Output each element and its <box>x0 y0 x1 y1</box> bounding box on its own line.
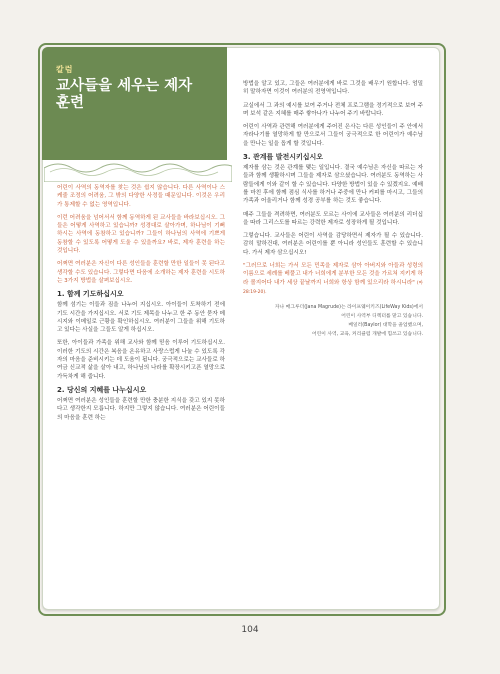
paragraph: 또한, 아이들과 가족을 위해 교사와 함께 믿음 이루어 기도하십시오. 이러한 기도의 시간은 복음을 온유하고 사랑스럽게 나눌 수 있도록 각자의 마음을 준비시키는 데 도움이 됩니다. 궁극적으로는 교사들로 하여금 신교적 삶을 살아 내고, 하나님의 나라를 확장시키고픈 열망으로 가득차게 해 줍니다. <box>57 340 225 380</box>
intro-paragraph: 어린이 사역의 동역자를 찾는 것은 쉽지 않습니다. 다른 사역이나 스케줄 조정의 어려움, 그 밖의 다양한 사정들 때문입니다. 이것은 우리가 통제할 수 없는 영역입니다. <box>57 185 225 208</box>
section-heading-relationships: 3. 관계를 발전시키십시오 <box>243 153 324 162</box>
right-text-column <box>243 80 423 339</box>
page-number: 104 <box>241 625 259 635</box>
section-heading-pray: 1. 함께 기도하십시오 <box>57 290 124 299</box>
paragraph: 어쩌면 여러분은 자신이 다른 성인들을 훈련할 만한 일들이 못 된다고 생각할 수도 있습니다. 그렇다면 다음에 소개하는 제자 훈련을 시도하는 3가지 방법을 살펴보십시오. <box>57 261 225 284</box>
bio-line: 베일러(Baylor) 대학을 졸업했으며, <box>348 323 423 329</box>
bio-line: 자나 매그루더(Jana Magrude)는 라이프웨이키즈(LifeWay Kids)에서 <box>274 305 423 311</box>
left-text-column <box>57 184 225 427</box>
paragraph: 이런 어려움을 넘어서서 함께 동역하게 된 교사들을 바라보십시오. 그들은 어떻게 사역하고 있습니까? 성경대로 살아가며, 하나님이 기뻐하시는 사역에 동참하고 있습니까? 그들이 하나님의 사역에 기쁘게 동참할 수 있도록 어떻게 도울 수 있을까요? 바로, 제자 훈련을 하는 것입니다. <box>57 214 225 255</box>
scripture-quote <box>243 262 423 297</box>
paragraph: 교실에서 그 과의 예시를 보여 주거나 전체 프로그램을 정기적으로 보여 주며 보석 같은 지혜를 매주 쌓아나가 나누어 주기 바랍니다. <box>243 102 423 117</box>
paragraph: 제자를 삼는 것은 관계를 맺는 일입니다. 결국 예수님은 자신을 따르는 자들과 함께 생활하시며 그들을 제자로 삼으셨습니다. 여러분도 동역하는 사람들에게 이와 같이 할 수 있습니다. 다양한 방법이 있을 수 있겠지요. 예배를 마친 후에 함께 점심 식사를 하거나 주중에 만나 커피를 마시고, 그들의 가족과 어울리거나 함께 성경 공부를 하는 것도 좋습니다. <box>243 165 423 205</box>
paragraph: 어쩌면 여러분은 성인들을 훈련할 만한 충분한 지식을 갖고 있지 못하다고 생각한지 모릅니다. 하지만 그렇지 않습니다. 여러분은 어린이들의 마음을 훈련 하는 <box>57 397 225 421</box>
paragraph: 함께 섬기는 이들과 짐을 나누어 지십시오. 아이들이 도착하기 전에 기도 시간을 가지십시오. 서로 기도 제목을 나누고 한 주 동안 묻자 메시지와 이메일로 근황을 확인하십시오. 여러분이 그들을 위해 기도하고 있다는 사실을 그들도 알게 하십시오. <box>57 302 225 334</box>
author-bio <box>243 303 423 339</box>
paragraph: 어린이 사역과 관련해 여러분에게 주어진 은사는 다른 성인들이 주 안에서 자라나기를 열망하게 할 만으로서 그들이 궁극적으로 한 어린이가 예수님을 만나는 일을 돕게 할 것입니다. <box>243 124 423 147</box>
column-label: 칼럼 <box>56 65 74 74</box>
decorative-wave-ornament <box>44 160 232 182</box>
paragraph: 매주 그들을 격려하면, 여러분도 모르는 사이에 교사들은 여러분의 리더십을 따라 그리스도를 따르는 강력한 제자로 성장하게 될 것입니다. <box>243 211 423 226</box>
quote-text: "그러므로 너희는 가서 모든 민족을 제자로 삼아 아버지와 아들과 성령의 이름으로 세례를 베풀고 내가 너희에게 분부한 모든 것을 가르쳐 지키게 하라 볼지어다 내가 세상 끝날까지 너희와 항상 함께 있으리라 하시니라" <box>243 263 423 286</box>
quote-reference: (마 28:19-20). <box>243 280 423 295</box>
bio-line: 어린이 사역부 디렉터를 맡고 있습니다. <box>341 314 423 320</box>
paragraph: 그렇습니다. 교사들은 어린이 사역을 감당하면서 제자가 될 수 있습니다. 감히 말하건대, 여러분은 어린이를 뿐 아니라 성인들도 훈련할 수 있습니다. 가서 제자 삼으십시오! <box>243 233 423 256</box>
section-heading-wisdom: 2. 당신의 지혜를 나누십시오 <box>57 385 147 394</box>
bio-line: 어린이 사역, 교육, 커리큘럼 개발에 힘쓰고 있습니다. <box>311 332 423 338</box>
article-title: 교사들을 세우는 제자 훈련 <box>56 78 193 111</box>
paragraph: 방법을 알고 있고, 그들은 여러분에게 바로 그것을 배우기 원합니다. 엄밀히 말하자면 이것이 여러분의 전영역입니다. <box>243 81 423 96</box>
